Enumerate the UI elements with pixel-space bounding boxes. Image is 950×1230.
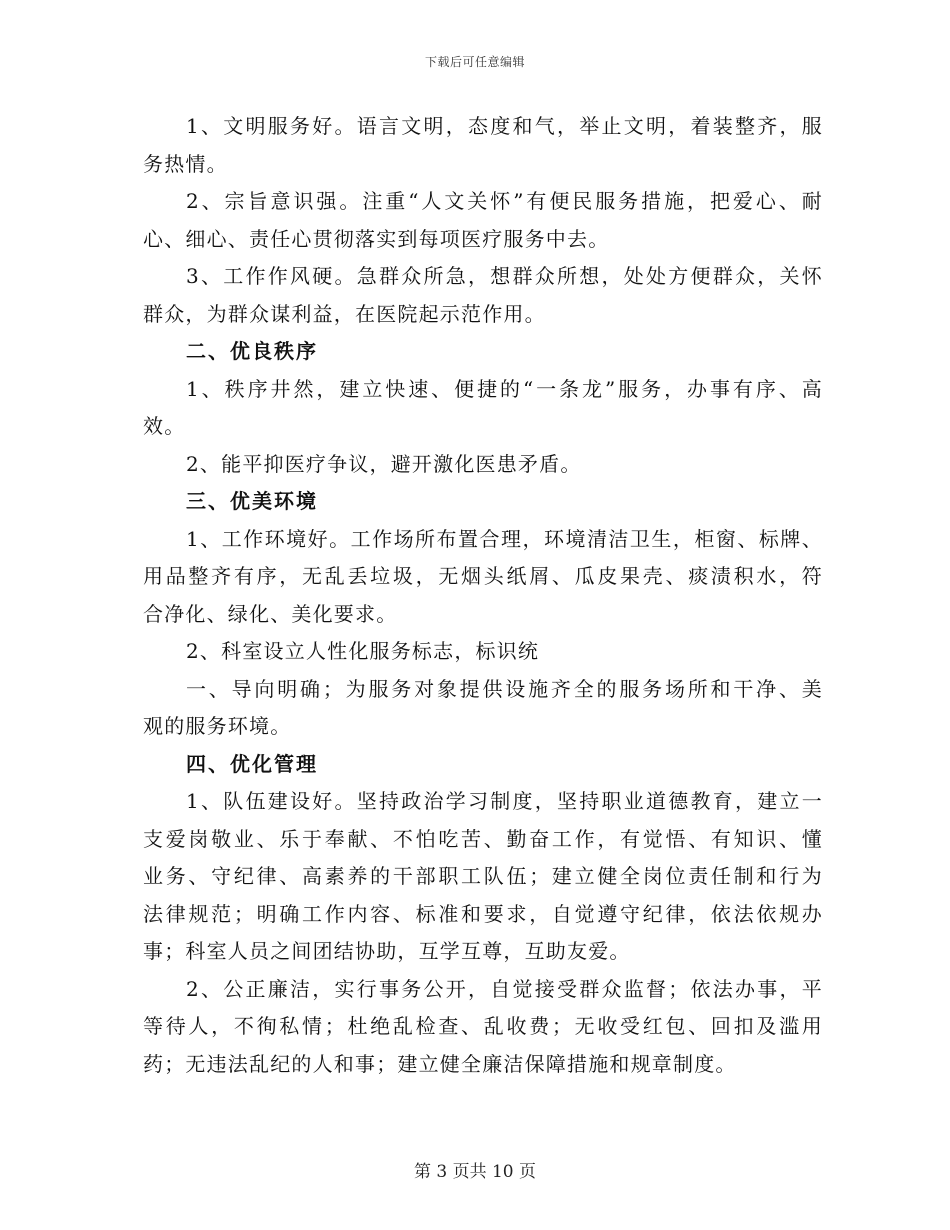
paragraph-line: 业务、守纪律、高素养的干部职工队伍；建立健全岗位责任制和行为	[143, 864, 823, 888]
paragraph-line: 2、公正廉洁，实行事务公开，自觉接受群众监督；依法办事，平	[186, 976, 823, 1001]
paragraph-line: 用品整齐有序，无乱丢垃圾，无烟头纸屑、瓜皮果壳、痰渍积水，符	[143, 564, 823, 588]
page-number: 第 3 页共 10 页	[413, 1162, 537, 1182]
paragraph-line: 事；科室人员之间团结协助，互学互尊，互助友爱。	[143, 939, 631, 963]
paragraph-line: 2、宗旨意识强。注重“人文关怀”有便民服务措施，把爱心、耐	[186, 189, 823, 213]
paragraph-line: 法律规范；明确工作内容、标准和要求，自觉遵守纪律，依法依规办	[143, 901, 823, 926]
paragraph-line: 1、秩序井然，建立快速、便捷的“一条龙”服务，办事有序、高	[186, 376, 823, 401]
page-header: 下载后可任意编辑	[424, 55, 525, 69]
paragraph-line: 2、科室设立人性化服务标志，标识统	[186, 639, 540, 663]
paragraph-line: 1、工作环境好。工作场所布置合理，环境清洁卫生，柜窗、标牌、	[186, 526, 823, 551]
paragraph-line: 一、导向明确；为服务对象提供设施齐全的服务场所和干净、美	[186, 676, 823, 701]
paragraph-line: 效。	[143, 414, 186, 438]
paragraph-line: 合净化、绿化、美化要求。	[143, 601, 398, 626]
paragraph-line: 群众，为群众谋利益，在医院起示范作用。	[143, 301, 546, 326]
document-body	[143, 108, 823, 1083]
paragraph-line: 药；无违法乱纪的人和事；建立健全廉洁保障措施和规章制度。	[143, 1051, 737, 1076]
section-heading: 三、优美环境	[186, 489, 318, 513]
paragraph-line: 观的服务环境。	[143, 714, 292, 738]
paragraph-line: 1、队伍建设好。坚持政治学习制度，坚持职业道德教育，建立一	[186, 789, 823, 813]
paragraph-line: 心、细心、责任心贯彻落实到每项医疗服务中去。	[143, 226, 610, 251]
paragraph-line: 3、工作作风硬。急群众所急，想群众所想，处处方便群众，关怀	[186, 264, 823, 288]
paragraph-line: 支爱岗敬业、乐于奉献、不怕吃苦、勤奋工作，有觉悟、有知识、懂	[143, 826, 823, 851]
section-heading: 四、优化管理	[186, 751, 318, 776]
paragraph-line: 1、文明服务好。语言文明，态度和气，举止文明，着装整齐，服	[186, 114, 823, 138]
paragraph-line: 等待人，不徇私情；杜绝乱检查、乱收费；无收受红包、回扣及滥用	[143, 1014, 823, 1038]
paragraph-line: 2、能平抑医疗争议，避开激化医患矛盾。	[186, 451, 582, 476]
section-heading: 二、优良秩序	[186, 339, 318, 363]
paragraph-line: 务热情。	[143, 151, 228, 176]
